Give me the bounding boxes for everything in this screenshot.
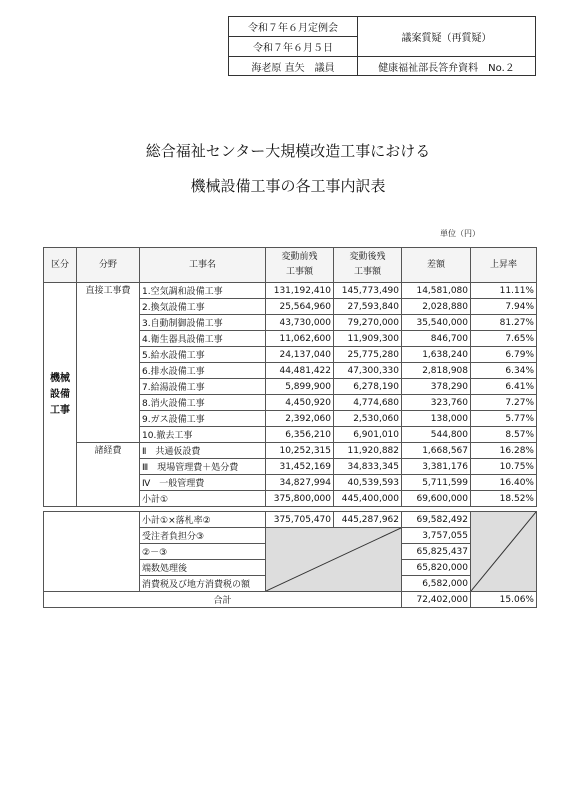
cell-after: 145,773,490 <box>334 283 402 299</box>
cell-name: 2.換気設備工事 <box>140 299 266 315</box>
cell-rate: 5.77% <box>471 411 537 427</box>
total-diff: 72,402,000 <box>402 592 471 608</box>
bottom-r5-name: 消費税及び地方消費税の額 <box>140 576 266 592</box>
subtotal-before: 375,800,000 <box>266 491 334 507</box>
cell-name: 8.消火設備工事 <box>140 395 266 411</box>
bottom-r2-diff: 3,757,055 <box>402 528 471 544</box>
cell-diff: 544,800 <box>402 427 471 443</box>
cell-before: 2,392,060 <box>266 411 334 427</box>
meeting-label: 令和７年６月定例会 <box>229 17 358 37</box>
cell-rate: 6.41% <box>471 379 537 395</box>
cell-name: 10.撤去工事 <box>140 427 266 443</box>
bottom-row <box>44 512 537 528</box>
cell-diff: 138,000 <box>402 411 471 427</box>
amount-shaded-cell <box>266 528 402 592</box>
col-kubun: 区分 <box>44 248 77 283</box>
total-rate: 15.06% <box>471 592 537 608</box>
cell-diff: 2,028,880 <box>402 299 471 315</box>
cell-before: 43,730,000 <box>266 315 334 331</box>
cell-rate: 8.57% <box>471 427 537 443</box>
cell-rate: 6.79% <box>471 347 537 363</box>
cell-name: 4.衛生器具設備工事 <box>140 331 266 347</box>
group-indirect: 諸経費 <box>77 443 140 507</box>
bottom-r4-name: 端数処理後 <box>140 560 266 576</box>
col-after: 変動後残 工事額 <box>334 248 402 283</box>
cell-name: 1.空気調和設備工事 <box>140 283 266 299</box>
bottom-r1-diff: 69,582,492 <box>402 512 471 528</box>
cell-name: 9.ガス設備工事 <box>140 411 266 427</box>
member-label: 海老原 直矢 議員 <box>229 57 358 76</box>
cell-before: 4,450,920 <box>266 395 334 411</box>
table-row <box>44 283 537 299</box>
total-label: 合計 <box>44 592 402 608</box>
cell-after: 11,920,882 <box>334 443 402 459</box>
cell-rate: 7.94% <box>471 299 537 315</box>
bottom-r1-before: 375,705,470 <box>266 512 334 528</box>
cell-rate: 6.34% <box>471 363 537 379</box>
col-name: 工事名 <box>140 248 266 283</box>
subtotal-name: 小計① <box>140 491 266 507</box>
cell-after: 25,775,280 <box>334 347 402 363</box>
group-direct: 直接工事費 <box>77 283 140 443</box>
cell-after: 27,593,840 <box>334 299 402 315</box>
cell-diff: 323,760 <box>402 395 471 411</box>
cell-name: 7.給湯設備工事 <box>140 379 266 395</box>
cell-after: 6,278,190 <box>334 379 402 395</box>
cell-diff: 846,700 <box>402 331 471 347</box>
material-label: 健康福祉部長答弁資料 No.２ <box>358 57 536 76</box>
table-row <box>44 443 537 459</box>
cost-table <box>43 247 537 608</box>
cell-name: Ⅱ 共通仮設費 <box>140 443 266 459</box>
bottom-r3-name: ②－③ <box>140 544 266 560</box>
cell-before: 24,137,040 <box>266 347 334 363</box>
bottom-r5-diff: 6,582,000 <box>402 576 471 592</box>
cell-before: 131,192,410 <box>266 283 334 299</box>
cell-after: 40,539,593 <box>334 475 402 491</box>
page-subtitle: 機械設備工事の各工事内訳表 <box>190 177 386 195</box>
page-title: 総合福祉センター大規模改造工事における <box>145 142 431 160</box>
cell-after: 34,833,345 <box>334 459 402 475</box>
cell-diff: 35,540,000 <box>402 315 471 331</box>
cell-diff: 1,638,240 <box>402 347 471 363</box>
cell-before: 44,481,422 <box>266 363 334 379</box>
cell-name: 6.排水設備工事 <box>140 363 266 379</box>
cell-rate: 16.28% <box>471 443 537 459</box>
bottom-r1-after: 445,287,962 <box>334 512 402 528</box>
topic-label: 議案質疑（再質疑） <box>358 17 536 57</box>
cell-after: 2,530,060 <box>334 411 402 427</box>
cell-before: 25,564,960 <box>266 299 334 315</box>
cell-after: 11,909,300 <box>334 331 402 347</box>
cell-diff: 14,581,080 <box>402 283 471 299</box>
cell-after: 6,901,010 <box>334 427 402 443</box>
cell-rate: 81.27% <box>471 315 537 331</box>
cell-diff: 3,381,176 <box>402 459 471 475</box>
cell-rate: 7.65% <box>471 331 537 347</box>
bottom-r1-name: 小計①×落札率② <box>140 512 266 528</box>
cell-after: 47,300,330 <box>334 363 402 379</box>
subtotal-rate: 18.52% <box>471 491 537 507</box>
bottom-r4-diff: 65,820,000 <box>402 560 471 576</box>
cell-name: Ⅲ 現場管理費＋処分費 <box>140 459 266 475</box>
bottom-blank <box>44 512 140 592</box>
cell-name: 3.自動制御設備工事 <box>140 315 266 331</box>
total-row <box>44 592 537 608</box>
col-before: 変動前残 工事額 <box>266 248 334 283</box>
cell-diff: 5,711,599 <box>402 475 471 491</box>
cell-before: 5,899,900 <box>266 379 334 395</box>
cell-before: 10,252,315 <box>266 443 334 459</box>
cell-name: 5.給水設備工事 <box>140 347 266 363</box>
cell-rate: 11.11% <box>471 283 537 299</box>
col-bunya: 分野 <box>77 248 140 283</box>
cell-before: 11,062,600 <box>266 331 334 347</box>
cell-diff: 1,668,567 <box>402 443 471 459</box>
cell-before: 31,452,169 <box>266 459 334 475</box>
cell-after: 4,774,680 <box>334 395 402 411</box>
cell-after: 79,270,000 <box>334 315 402 331</box>
cell-name: Ⅳ 一般管理費 <box>140 475 266 491</box>
subtotal-after: 445,400,000 <box>334 491 402 507</box>
cell-rate: 10.75% <box>471 459 537 475</box>
subtotal-diff: 69,600,000 <box>402 491 471 507</box>
cell-diff: 378,290 <box>402 379 471 395</box>
rate-shaded-cell <box>471 512 537 592</box>
cell-rate: 7.27% <box>471 395 537 411</box>
unit-label: 単位（円） <box>440 229 480 238</box>
table-header-row <box>44 248 537 283</box>
header-box <box>228 16 536 76</box>
cell-before: 6,356,210 <box>266 427 334 443</box>
bottom-r3-diff: 65,825,437 <box>402 544 471 560</box>
date-label: 令和７年６月５日 <box>229 37 358 57</box>
bottom-r2-name: 受注者負担分③ <box>140 528 266 544</box>
cell-before: 34,827,994 <box>266 475 334 491</box>
cell-rate: 16.40% <box>471 475 537 491</box>
category-cell: 機械 設備 工事 <box>44 283 77 507</box>
cell-diff: 2,818,908 <box>402 363 471 379</box>
col-rate: 上昇率 <box>471 248 537 283</box>
col-diff: 差額 <box>402 248 471 283</box>
